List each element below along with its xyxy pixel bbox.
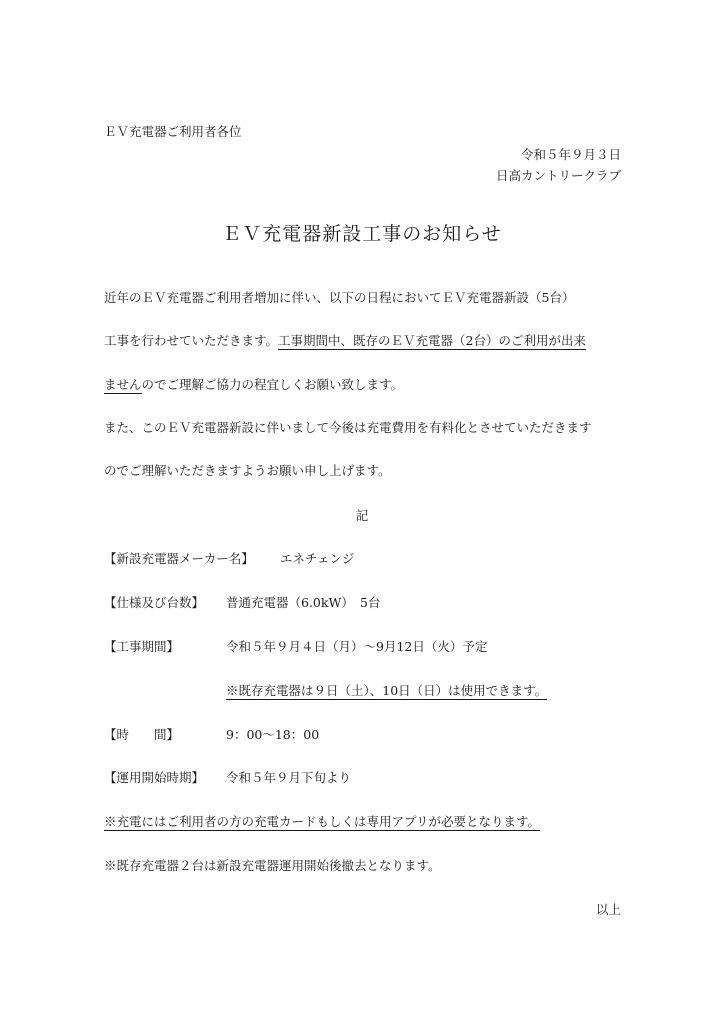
paragraph-2-line-1: また、このＥＶ充電器新設に伴いまして今後は充電費用を有料化とさせていただきます <box>104 420 592 435</box>
paragraph-1-line-3-underlined: ません <box>104 377 142 392</box>
time-value: 9：00～18：00 <box>226 727 320 742</box>
ki-heading: 記 <box>355 508 369 523</box>
note-1-text: ※充電にはご利用者の方の充電カードもしくは専用アプリが必要となります。 <box>104 814 541 829</box>
period-label: 【工事期間】 <box>104 639 180 654</box>
spec-value: 普通充電器（6.0kW） 5台 <box>226 595 381 610</box>
paragraph-2-line-2: のでご理解いただきますようお願い申し上げます。 <box>104 463 391 478</box>
paragraph-1-line-2 <box>104 333 586 349</box>
period-note-text: ※既存充電器は９日（土）、10日（日）は使用できます。 <box>226 683 548 698</box>
paragraph-1-line-2-underlined: 工事期間中、既存のＥＶ充電器（2台）のご利用が出来 <box>278 333 586 348</box>
period-note <box>226 683 547 699</box>
paragraph-1-line-2-plain: 工事を行わせていただきます。 <box>104 333 279 348</box>
paragraph-1-line-1: 近年のＥＶ充電器ご利用者増加に伴い、以下の日程においてＥＶ充電器新設（5台） <box>104 290 575 305</box>
addressee: ＥＶ充電器ご利用者各位 <box>104 124 242 139</box>
time-label: 【時 間】 <box>104 727 180 742</box>
spec-label: 【仕様及び台数】 <box>104 595 205 610</box>
operation-label: 【運用開始時期】 <box>104 770 205 785</box>
operation-value: 令和５年９月下旬より <box>226 770 352 785</box>
maker-label: 【新設充電器メーカー名】 <box>104 551 254 566</box>
note-1 <box>104 814 540 830</box>
document-title: ＥＶ充電器新設工事のお知らせ <box>222 223 502 245</box>
issuer: 日高カントリークラブ <box>495 168 621 183</box>
note-2: ※既存充電器２台は新設充電器運用開始後撤去となります。 <box>104 858 441 873</box>
paragraph-1-line-3 <box>104 377 403 393</box>
issue-date: 令和５年９月３日 <box>520 147 621 162</box>
maker-value: エネチェンジ <box>280 551 355 566</box>
period-value: 令和５年９月４日（月）～9月12日（火）予定 <box>226 639 488 654</box>
closing: 以上 <box>595 902 621 917</box>
paragraph-1-line-3-plain: のでご理解ご協力の程宜しくお願い致します。 <box>141 377 404 392</box>
